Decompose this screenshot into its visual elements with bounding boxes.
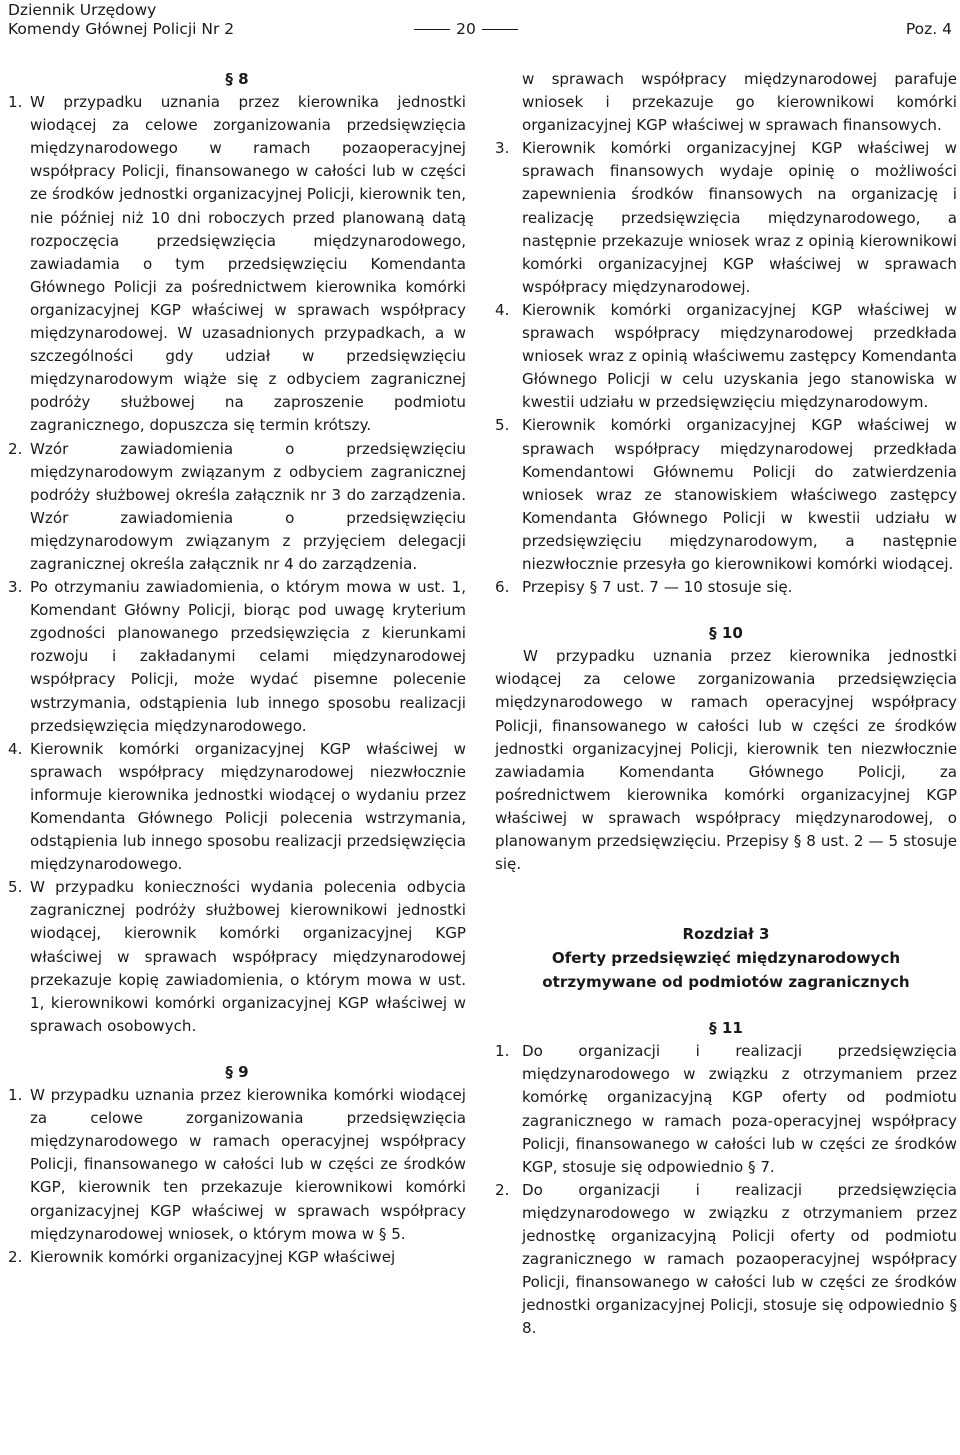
section-spacer [495, 994, 957, 1017]
list-item [495, 137, 957, 299]
item-text: Do organizacji i realizacji przedsięwzięcia międzynarodowego w związku z otrzymaniem przez jednostkę organizacyjną Policji oferty od podmiotu zagranicznego w ramach pozaoperacyjnej współpracy Policji, finansowanego w całości lub w części ze środków jednostki organizacyjnej Policji, stosuje się odpowiednio § 8. [522, 1180, 957, 1338]
list-item [8, 438, 466, 577]
item-number: 1. [8, 93, 23, 112]
item-text: W przypadku uznania przez kierownika jednostki wiodącej za celowe zorganizowania przedsięwzięcia międzynarodowego w ramach pozaoperacyjnej współpracy Policji, finansowanego w całości lub w części ze środków jednostki organizacyjnej Policji, kierownik ten, nie później niż 10 dni roboczych przed planowaną datą rozpoczęcia przedsięwzięcia międzynarodowego, zawiadamia o tym przedsięwzięciu Komendanta Głównego Policji za pośrednictwem kierownika komórki organizacyjnej KGP właściwej w sprawach współpracy międzynarodowej. W uzasadnionych przypadkach, a w szczególności gdy udział w przedsięwzięciu międzynarodowym wiąże się z odbyciem zagranicznej podróży służbowej na zaproszenie podmiotu zagranicznego, dopuszcza się termin krótszy. [30, 93, 466, 435]
item-number: 5. [495, 416, 510, 435]
list-item [8, 1084, 466, 1246]
list-item [495, 576, 957, 599]
journal-title-line1: Dziennik Urzędowy [8, 1, 157, 19]
section-heading-8: § 8 [225, 70, 249, 88]
right-column [495, 68, 957, 1341]
page-number-rule-right [482, 29, 518, 30]
item-text: W przypadku konieczności wydania polecenia odbycia zagranicznej podróży służbowej kierownikowi jednostki wiodącej, kierownik komórki organizacyjnej KGP właściwej w sprawach współpracy międzynarodowej przekazuje kopię zawiadomienia, o którym mowa w ust. 1, kierownikowi komórki organizacyjnej KGP właściwej w sprawach osobowych. [30, 878, 466, 1035]
item-text: Przepisy § 7 ust. 7 — 10 stosuje się. [522, 578, 793, 597]
item-text: Po otrzymaniu zawiadomienia, o którym mowa w ust. 1, Komendant Główny Policji, biorąc pod uwagę kryterium zgodności planowanego przedsięwzięcia z kierunkami rozwoju i zakładanymi celami międzynarodowej współpracy Policji, może wydać pisemne polecenie wstrzymania, odstąpienia lub innego sposobu realizacji przedsięwzięcia międzynarodowego. [30, 578, 466, 735]
item-text: Kierownik komórki organizacyjnej KGP właściwej w sprawach współpracy międzynarodowej przedkłada wniosek wraz z opinią właściwemu zastępcy Komendanta Głównego Policji w celu uzyskania jego stanowiska w kwestii udziału w przedsięwzięciu międzynarodowym. [522, 300, 957, 412]
journal-title [8, 1, 234, 39]
page-number-block [406, 20, 526, 39]
list-item [495, 1040, 957, 1179]
journal-title-line2: Komendy Głównej Policji Nr 2 [8, 20, 235, 38]
page-header [8, 0, 952, 40]
section-heading-9: § 9 [225, 1062, 249, 1081]
item-text: w sprawach współpracy międzynarodowej parafuje wniosek i przekazuje go kierownikowi komórki organizacyjnej KGP właściwej w sprawach finansowych. [522, 70, 957, 135]
continued-text [495, 68, 957, 137]
item-text: W przypadku uznania przez kierownika komórki wiodącej za celowe zorganizowania przedsięwzięcia międzynarodowego w ramach operacyjnej współpracy Policji, finansowanego w całości lub w części ze środków KGP, kierownik ten przekazuje kierownikowi komórki organizacyjnej KGP właściwej w sprawach współpracy międzynarodowej wniosek, o którym mowa w § 5. [30, 1086, 466, 1243]
item-number: 1. [495, 1042, 510, 1061]
section-heading-10: § 10 [709, 624, 743, 643]
chapter-number: Rozdział 3 [682, 925, 770, 944]
section-spacer [495, 876, 957, 899]
section-spacer [8, 1038, 466, 1061]
position-label: Poz. 4 [905, 20, 952, 38]
list-item [8, 1246, 466, 1269]
item-text: Kierownik komórki organizacyjnej KGP właściwej w sprawach współpracy międzynarodowej przedkłada Komendantowi Głównemu Policji do zatwierdzenia wniosek wraz ze stanowiskiem właściwego zastępcy Komendanta Głównego Policji w kwestii udziału w przedsięwzięciu międzynarodowym, a następnie niezwłocznie przesyła go kierownikowi komórki wiodącej. [522, 416, 957, 573]
item-number: 6. [495, 578, 510, 597]
item-number: 5. [8, 878, 23, 897]
list-item [8, 91, 466, 437]
item-text: Kierownik komórki organizacyjnej KGP właściwej w sprawach finansowych wydaje opinię o możliwości zapewnienia środków finansowych na organizację i realizację przedsięwzięcia międzynarodowego, a następnie przekazuje wniosek wraz z opinią kierownikowi komórki organizacyjnej KGP właściwej w sprawach współpracy międzynarodowej. [522, 139, 957, 296]
chapter-title-line1: Oferty przedsięwzięć międzynarodowych [551, 949, 901, 968]
list-item [495, 414, 957, 576]
paragraph-10: W przypadku uznania przez kierownika jednostki wiodącej za celowe zorganizowania przedsięwzięcia międzynarodowego w ramach operacyjnej współpracy Policji, finansowanego w całości lub w części ze środków jednostki organizacyjnej Policji, kierownik ten niezwłocznie zawiadamia Komendanta Głównego Policji, za pośrednictwem kierownika komórki organizacyjnej KGP właściwej w sprawach współpracy międzynarodowej, o planowanym przedsięwzięciu. Przepisy § 8 ust. 2 — 5 stosuje się. [495, 647, 957, 874]
item-number: 2. [8, 1247, 23, 1266]
item-number: 3. [8, 578, 23, 597]
section-heading-11: § 11 [709, 1019, 743, 1038]
item-number: 2. [495, 1180, 510, 1199]
left-column [8, 68, 466, 1269]
item-number: 2. [8, 439, 23, 458]
section-spacer [495, 599, 957, 622]
page-number-rule-left [414, 29, 450, 30]
item-number: 4. [8, 739, 23, 758]
list-item [8, 876, 466, 1038]
list-item [495, 1179, 957, 1341]
item-text: Kierownik komórki organizacyjnej KGP właściwej [30, 1247, 396, 1266]
page-number: 20 [456, 20, 476, 38]
item-number: 4. [495, 300, 510, 319]
section-spacer [495, 899, 957, 922]
item-number: 3. [495, 139, 510, 158]
list-item [495, 299, 957, 414]
item-text: Wzór zawiadomienia o przedsięwzięciu międzynarodowym związanym z odbyciem zagranicznej podróży służbowej określa załącznik nr 3 do zarządzenia. Wzór zawiadomienia o przedsięwzięciu międzynarodowym związanym z przyjęciem delegacji zagranicznej określa załącznik nr 4 do zarządzenia. [30, 439, 466, 573]
item-text: Kierownik komórki organizacyjnej KGP właściwej w sprawach współpracy międzynarodowej niezwłocznie informuje kierownika jednostki wiodącej o wydaniu przez Komendanta Głównego Policji polecenia wstrzymania, odstąpienia lub innego sposobu realizacji przedsięwzięcia międzynarodowego. [30, 739, 466, 874]
list-item [8, 576, 466, 738]
chapter-title-line2: otrzymywane od podmiotów zagranicznych [542, 973, 910, 992]
item-number: 1. [8, 1086, 23, 1105]
item-text: Do organizacji i realizacji przedsięwzięcia międzynarodowego w związku z otrzymaniem przez komórkę organizacyjną KGP oferty od podmiotu zagranicznego w ramach poza-operacyjnej współpracy Policji, finansowanego w całości lub w części ze środków KGP, stosuje się odpowiednio § 7. [522, 1042, 957, 1176]
list-item [8, 738, 466, 877]
